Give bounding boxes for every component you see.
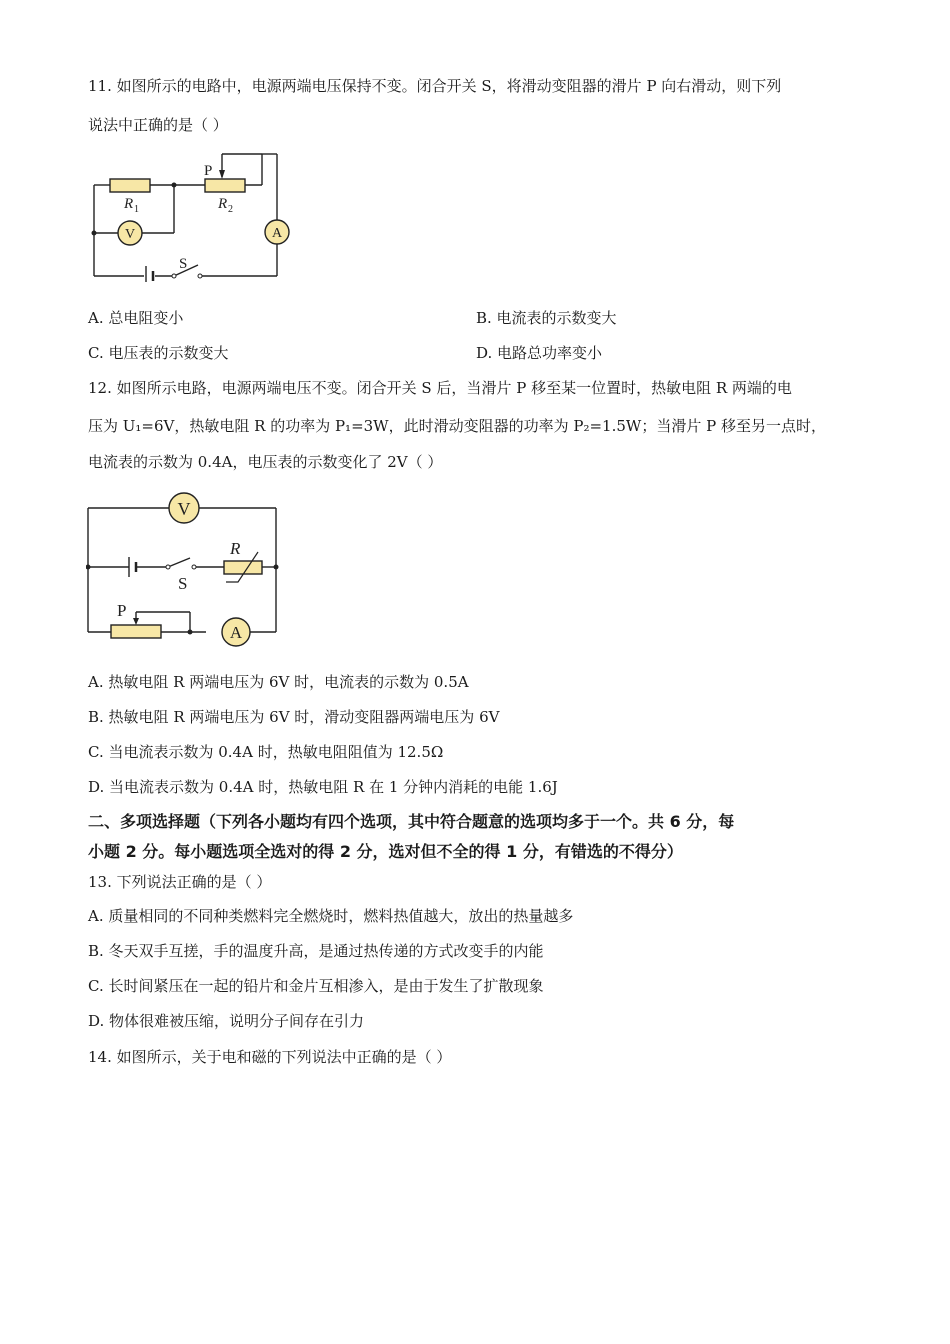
q11-option-c: C. 电压表的示数变大 [88,344,229,362]
q11-voltmeter-label: V [124,227,136,242]
q12-stem-line3: 电流表的示数为 0.4A，电压表的示数变化了 2V（ ） [88,453,443,471]
q14-stem: 14. 如图所示，关于电和磁的下列说法中正确的是（ ） [88,1048,452,1066]
q12-stem-line2: 压为 U₁=6V，热敏电阻 R 的功率为 P₁=3W，此时滑动变阻器的功率为 P₂=1.5W；当滑片 P 移至另一点时， [88,417,826,435]
q11-label-r1-sub: 1 [134,204,139,215]
q12-voltmeter-label: V [177,499,191,519]
q12-option-b: B. 热敏电阻 R 两端电压为 6V 时，滑动变阻器两端电压为 6V [88,708,500,726]
q11-label-r1: R [124,196,134,212]
q13-option-b: B. 冬天双手互搓，手的温度升高，是通过热传递的方式改变手的内能 [88,942,544,960]
section2-heading-line2: 小题 2 分。每小题选项全选对的得 2 分，选对但不全的得 1 分，有错选的不得分） [88,842,683,861]
q11-option-b: B. 电流表的示数变大 [476,309,617,327]
q12-circuit-diagram [86,490,286,655]
q11-label-p: P [204,163,213,179]
q11-circuit-diagram [88,152,298,282]
q11-stem-line1: 11. 如图所示的电路中，电源两端电压保持不变。闭合开关 S，将滑动变阻器的滑片 P 向右滑动，则下列 [88,77,782,95]
q12-ammeter-label: A [229,623,243,642]
q11-stem-line2: 说法中正确的是（ ） [88,116,228,134]
q12-stem-line1: 12. 如图所示电路，电源两端电压不变。闭合开关 S 后，当滑片 P 移至某一位置时，热敏电阻 R 两端的电 [88,379,792,397]
q13-stem: 13. 下列说法正确的是（ ） [88,873,272,891]
q11-option-a: A. 总电阻变小 [88,309,184,327]
q11-label-s: S [179,256,188,272]
q13-option-d: D. 物体很难被压缩，说明分子间存在引力 [88,1012,365,1030]
q13-option-c: C. 长时间紧压在一起的铅片和金片互相渗入，是由于发生了扩散现象 [88,977,544,995]
q12-label-r: R [230,539,241,558]
q12-option-d: D. 当电流表示数为 0.4A 时，热敏电阻 R 在 1 分钟内消耗的电能 1.6J [88,778,558,796]
q12-option-c: C. 当电流表示数为 0.4A 时，热敏电阻阻值为 12.5Ω [88,743,444,761]
q12-label-s: S [178,574,188,593]
q13-option-a: A. 质量相同的不同种类燃料完全燃烧时，燃料热值越大，放出的热量越多 [88,907,574,925]
q11-label-r2: R [218,196,228,212]
section2-heading-line1: 二、多项选择题（下列各小题均有四个选项，其中符合题意的选项均多于一个。共 6 分，每 [88,812,735,831]
q11-option-d: D. 电路总功率变小 [476,344,603,362]
q11-ammeter-label: A [271,226,283,241]
q11-label-r2-sub: 2 [228,204,233,215]
q12-label-p: P [117,601,127,620]
q12-option-a: A. 热敏电阻 R 两端电压为 6V 时，电流表的示数为 0.5A [88,673,469,691]
